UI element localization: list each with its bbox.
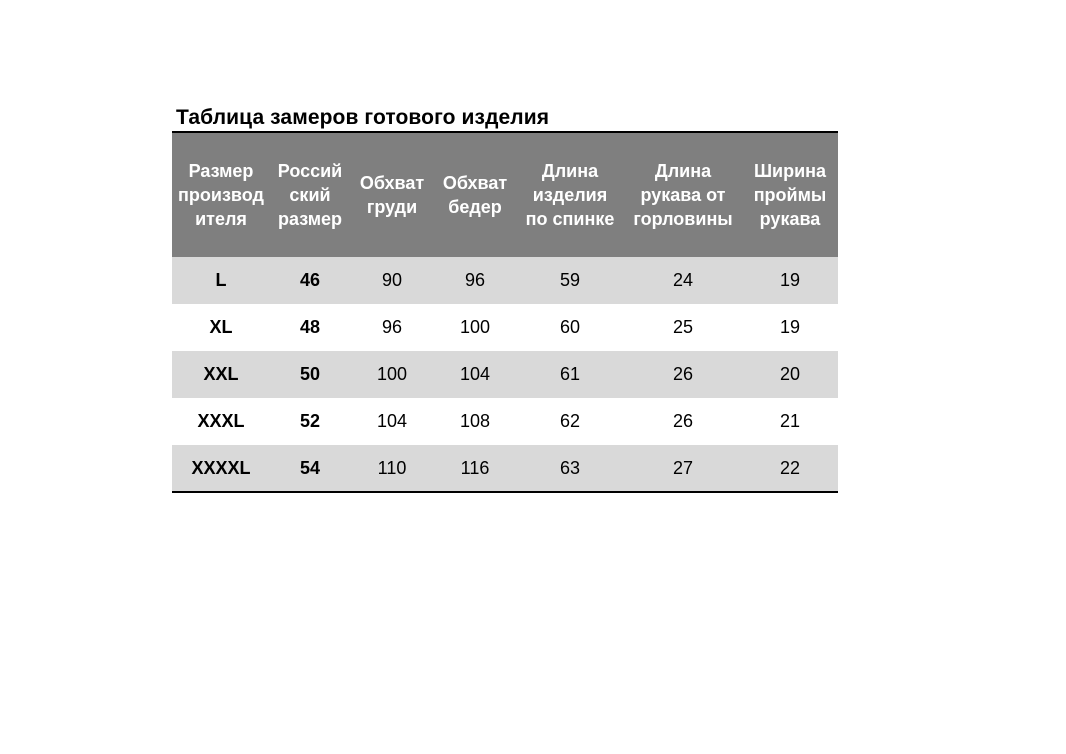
cell-manufacturer-size: XXL: [203, 364, 239, 384]
cell-manufacturer-size: XL: [209, 317, 233, 337]
cell-russian-size: 48: [299, 317, 321, 337]
cell-back-length: 62: [559, 411, 581, 431]
size-table: [172, 131, 838, 493]
cell-chest: 104: [376, 411, 408, 431]
cell-sleeve-length: 24: [672, 270, 694, 290]
header-sleeve-length: Длина рукава от горловины: [633, 161, 733, 229]
cell-sleeve-length: 26: [672, 411, 694, 431]
table-row: [172, 304, 838, 351]
header-manufacturer-size: Размер производ ителя: [178, 161, 264, 229]
cell-hips: 108: [459, 411, 491, 431]
cell-hips: 100: [459, 317, 491, 337]
table-row: [172, 445, 838, 492]
header-back-length: Длина изделия по спинке: [525, 161, 615, 229]
size-chart-document: [172, 104, 838, 493]
cell-hips: 116: [460, 457, 490, 478]
cell-armhole-width: 22: [779, 457, 801, 478]
table-row: [172, 257, 838, 304]
cell-chest: 96: [381, 317, 403, 337]
cell-chest: 90: [381, 270, 403, 290]
cell-sleeve-length: 25: [672, 317, 694, 337]
cell-russian-size: 52: [299, 411, 321, 431]
cell-russian-size: 46: [299, 270, 321, 290]
cell-chest: 100: [376, 364, 408, 384]
cell-back-length: 61: [559, 364, 581, 384]
cell-back-length: 63: [559, 457, 581, 478]
cell-sleeve-length: 26: [672, 364, 694, 384]
header-hips: Обхват бедер: [442, 173, 508, 217]
cell-manufacturer-size: L: [215, 270, 227, 290]
cell-armhole-width: 21: [779, 411, 801, 431]
table-row: [172, 351, 838, 398]
cell-armhole-width: 19: [779, 270, 801, 290]
cell-russian-size: 50: [299, 364, 321, 384]
header-armhole-width: Ширина проймы рукава: [753, 161, 827, 229]
table-row: [172, 398, 838, 445]
cell-back-length: 59: [559, 270, 581, 290]
header-chest: Обхват груди: [359, 173, 425, 217]
cell-russian-size: 54: [299, 457, 321, 478]
cell-manufacturer-size: XXXXL: [191, 457, 251, 478]
cell-sleeve-length: 27: [672, 457, 694, 478]
cell-armhole-width: 20: [779, 364, 801, 384]
cell-armhole-width: 19: [779, 317, 801, 337]
table-title: Таблица замеров готового изделия: [176, 106, 550, 129]
cell-back-length: 60: [559, 317, 581, 337]
cell-chest: 110: [377, 457, 407, 478]
cell-hips: 96: [464, 270, 486, 290]
cell-hips: 104: [459, 364, 491, 384]
header-row: [172, 132, 838, 257]
cell-manufacturer-size: XXXL: [197, 411, 245, 431]
header-russian-size: Россий ский размер: [277, 161, 343, 229]
